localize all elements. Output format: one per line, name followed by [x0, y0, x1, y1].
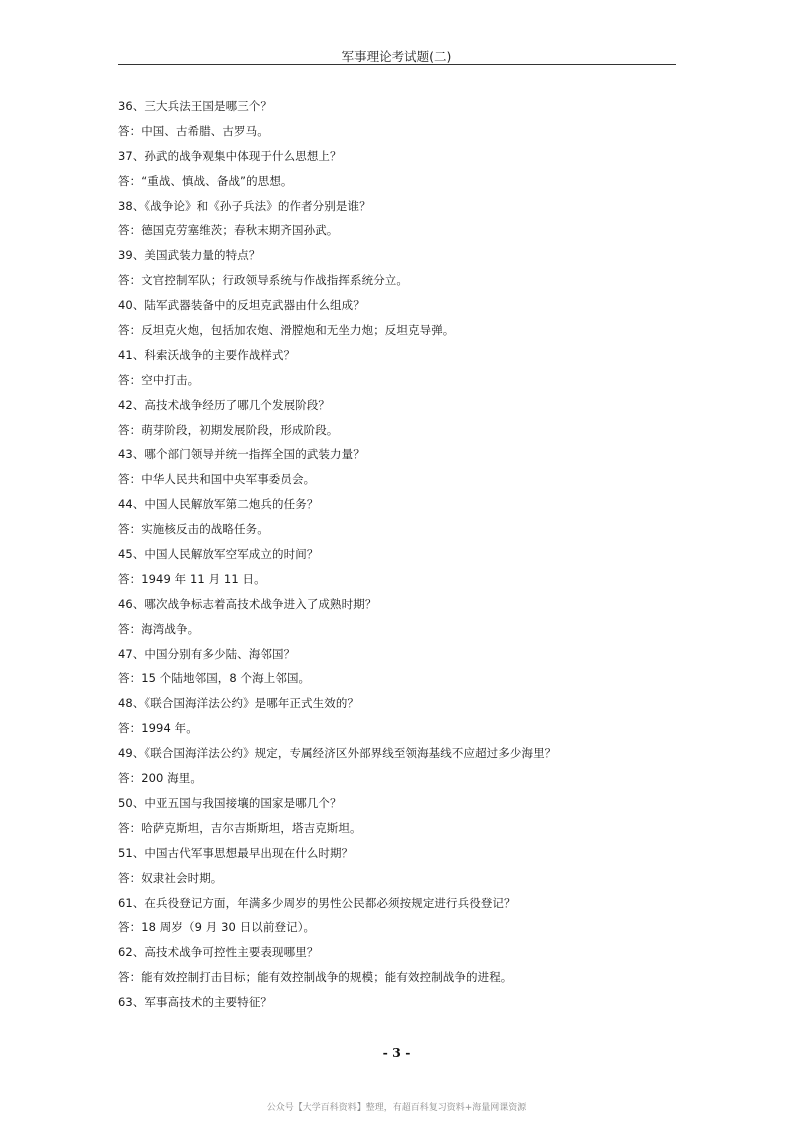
question-line: 40、陆军武器装备中的反坦克武器由什么组成？ — [118, 298, 365, 313]
question-line: 49、《联合国海洋法公约》规定，专属经济区外部界线至领海基线不应超过多少海里？ — [118, 746, 557, 761]
question-line: 42、高技术战争经历了哪几个发展阶段？ — [118, 397, 331, 412]
qa-list — [118, 94, 678, 1015]
answer-line: 答：能有效控制打击目标；能有效控制战争的规模；能有效控制战争的进程。 — [118, 970, 513, 985]
answer-line: 答：“重战、慎战、备战”的思想。 — [118, 173, 293, 188]
page-number: - 3 - — [382, 1045, 411, 1060]
question-line: 61、在兵役登记方面，年满多少周岁的男性公民都必须按规定进行兵役登记？ — [118, 895, 516, 910]
question-line: 45、中国人民解放军空军成立的时间？ — [118, 547, 319, 562]
question-line: 43、哪个部门领导并统一指挥全国的武装力量？ — [118, 447, 365, 462]
answer-line: 答：中国、古希腊、古罗马。 — [118, 123, 269, 138]
answer-line: 答：文官控制军队；行政领导系统与作战指挥系统分立。 — [118, 273, 408, 288]
question-line: 62、高技术战争可控性主要表现哪里？ — [118, 945, 319, 960]
answer-line: 答：中华人民共和国中央军事委员会。 — [118, 472, 316, 487]
question-line: 37、孙武的战争观集中体现于什么思想上？ — [118, 148, 342, 163]
answer-line: 答：实施核反击的战略任务。 — [118, 522, 269, 537]
answer-line: 答：德国克劳塞维茨；春秋末期齐国孙武。 — [118, 223, 339, 238]
question-line: 36、三大兵法王国是哪三个？ — [118, 99, 273, 113]
header-divider — [118, 64, 676, 65]
answer-line: 答：奴隶社会时期。 — [118, 870, 223, 885]
answer-line: 答：空中打击。 — [118, 372, 200, 387]
question-line: 41、科索沃战争的主要作战样式？ — [118, 347, 296, 362]
question-line: 47、中国分别有多少陆、海邻国？ — [118, 646, 296, 661]
question-line: 46、哪次战争标志着高技术战争进入了成熟时期？ — [118, 596, 377, 611]
answer-line: 答：海湾战争。 — [118, 621, 200, 636]
answer-line: 答：18 周岁（9 月 30 日以前登记）。 — [118, 920, 316, 935]
question-line: 50、中亚五国与我国接壤的国家是哪几个？ — [118, 795, 342, 810]
answer-line: 答：200 海里。 — [118, 771, 203, 786]
answer-line: 答：反坦克火炮，包括加农炮、滑膛炮和无坐力炮；反坦克导弹。 — [118, 323, 455, 338]
question-line: 63、军事高技术的主要特征？ — [118, 995, 273, 1010]
footer-note: 公众号【大学百科资料】整理，有超百科复习资料+海量网课资源 — [266, 1103, 527, 1113]
question-line: 38、《战争论》和《孙子兵法》的作者分别是谁？ — [118, 198, 371, 213]
answer-line: 答：萌芽阶段，初期发展阶段，形成阶段。 — [118, 422, 339, 437]
question-line: 51、中国古代军事思想最早出现在什么时期？ — [118, 845, 354, 860]
question-line: 39、美国武装力量的特点？ — [118, 248, 261, 263]
page-header-title: 军事理论考试题(二) — [341, 49, 452, 64]
answer-line: 答：1994 年。 — [118, 721, 198, 736]
answer-line: 答：15 个陆地邻国，8 个海上邻国。 — [118, 671, 311, 686]
answer-line: 答：哈萨克斯坦，吉尔吉斯斯坦，塔吉克斯坦。 — [118, 820, 362, 835]
question-line: 48、《联合国海洋法公约》是哪年正式生效的？ — [118, 696, 360, 711]
question-line: 44、中国人民解放军第二炮兵的任务？ — [118, 497, 319, 512]
answer-line: 答：1949 年 11 月 11 日。 — [118, 571, 266, 586]
